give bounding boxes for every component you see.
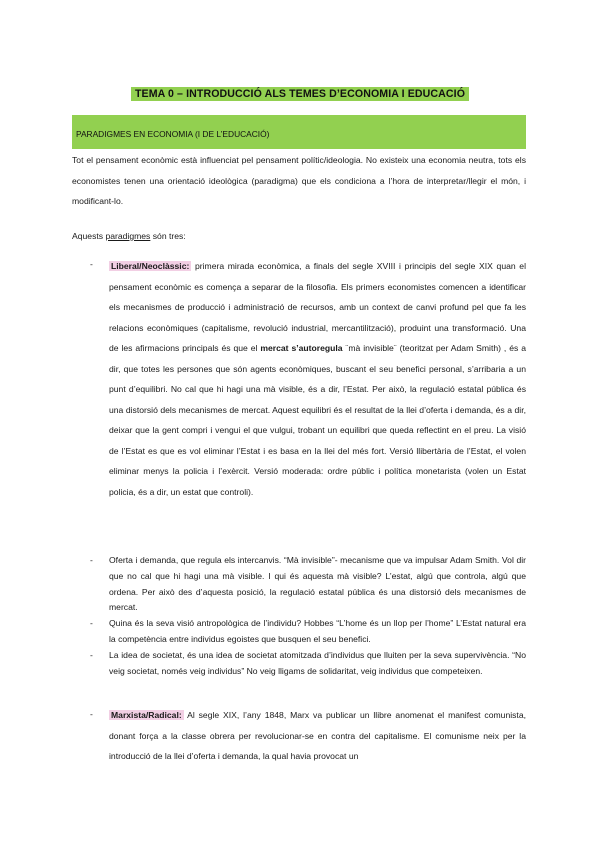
section-heading-bar	[72, 115, 526, 149]
list-item	[90, 616, 526, 648]
lead-before: Aquests	[72, 231, 106, 241]
item1-bold: mercat s’autoregula	[260, 343, 343, 353]
item1-text1: primera mirada econòmica, a finals del segle XVIII i principis del segle XIX quan el pensament econòmic es comença a separar de la filosofia. Els primers economistes comencen a identificar els mecanismes de producció i administració de recursos, amb un context de canvi profund pel que fa les relacions econòmiques (capitalisme, revolució industrial, mercantilització), produint una transformació. Una de les afirmacions principals és que el	[109, 261, 526, 353]
sub-item-list	[90, 553, 526, 679]
item1-label: Liberal/Neoclàssic:	[111, 261, 190, 271]
list-item	[90, 553, 526, 616]
section-heading: PARADIGMES EN ECONOMIA (I DE L’EDUCACIÓ)	[76, 129, 270, 139]
sub-item-dash: -	[90, 555, 93, 565]
item1-text2: ¨mà invisible¨ (teoritzat per Adam Smith) , és a dir, que totes les persones que són agents econòmiques, buscant el seu benefici personal, s’arribaria a un punt d’equilibri. No cal que hi hagi una mà visible, és a dir, l’Estat. Per això, la regulació estatal pública és una distorsió dels mecanismes de mercat. Aquest equilibri és el resultat de la llei d’oferta i demanda, és a dir, deixar que la gent compri i vengui el que vulgui, trobant un equilibri que queda reflectint en el preu. La visió de l’Estat es que es vol eliminar l’Estat i es basa en la llei del més fort. Versió llibertària de l’Estat, el volen eliminar menys la policia i l’exèrcit. Versió moderada: ordre públic i política monetarista (volen un Estat policia, és a dir, un estat que controli).	[109, 343, 527, 497]
item2-label: Marxista/Radical:	[111, 710, 182, 720]
lead-underlined: paradigmes	[105, 231, 151, 241]
intro-paragraph: Tot el pensament econòmic està influenciat pel pensament polític/ideologia. No existeix una economia neutra, tots els economistes tenen una orientació ideològica (paradigma) que els condiciona a l’hora de interpretar/llegir el món, i modificant-lo.	[72, 155, 526, 206]
sub-item-text: La idea de societat, és una idea de societat atomitzada d’individus que lluiten per la seva supervivència. “No veig societat, només veig individus” No veig lligams de solidaritat, veig individus que competeixen.	[109, 649, 526, 676]
sub-item-dash: -	[90, 649, 93, 660]
sub-item-text: Quina és la seva visió antropològica de l’individu? Hobbes “L’home és un llop per l’home” L’Estat natural era la competència entre individus egoistes que busquen el seu benefici.	[109, 618, 526, 644]
list-item-marxista	[109, 705, 526, 767]
sub-item-text: Oferta i demanda, que regula els intercanvis. “Mà invisible”- mecanisme que va impulsar Adam Smith. Vol dir que no cal que hi hagi una mà visible. I qui és aquesta mà visible? L’estat, algú que controla, algú que ordena. Per això des d’aquesta posició, la regulació estatal pública és una distorsió dels mecanismes de mercat.	[109, 555, 526, 613]
list-item	[90, 648, 526, 680]
page-title: TEMA 0 – INTRODUCCIÓ ALS TEMES D’ECONOMIA I EDUCACIÓ	[131, 87, 469, 101]
item2-text: Al segle XIX, l’any 1848, Marx va publicar un llibre anomenat el manifest comunista, donant força a la classe obrera per revolucionar-se en contra del capitalisme. El comunisme neix per la introducció de la llei d’oferta i demanda, la qual havia provocat un	[109, 710, 526, 761]
item2-bullet: -	[90, 709, 93, 719]
lead-after: són tres:	[150, 231, 186, 241]
sub-item-dash: -	[90, 618, 93, 629]
lead-paragraph	[72, 226, 526, 247]
list-item-liberal	[109, 256, 526, 502]
title-block	[0, 84, 600, 102]
item1-bullet: -	[90, 259, 93, 269]
